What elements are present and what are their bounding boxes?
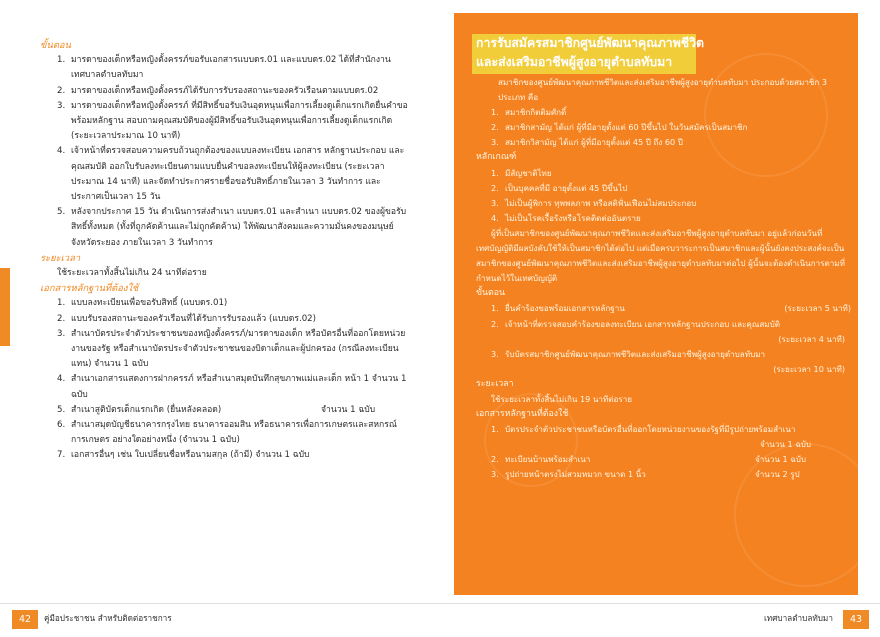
- list-item: 1. บัตรประจำตัวประชาชนหรือบัตรอื่นที่ออกโดยหน่วยงานของรัฐที่มีรูปถ่ายพร้อมสำเนา: [491, 424, 796, 435]
- list-item-qty: จำนวน 1 ฉบับ: [760, 439, 811, 450]
- footer-text: คู่มือประชาชน สำหรับติดต่อราชการ: [44, 613, 172, 623]
- orange-side-tab: [0, 268, 10, 346]
- time-text: ใช้ระยะเวลาทั้งสิ้นไม่เกิน 24 นาทีต่อราย: [57, 268, 207, 279]
- criteria-list: [476, 166, 851, 226]
- list-item: 3. ไม่เป็นผู้พิการ ทุพพลภาพ หรือสติฟั่นเฟือนไม่สมประกอบ: [491, 197, 697, 208]
- list-item: 5. หลังจากประกาศ 15 วัน ดำเนินการส่งสำเนา แบบดร.01 และสำเนา แบบดร.02 ของผู้ขอรับสิทธิ์ทั้งหมด (ทั้งที่ถูกคัดค้านและไม่ถูกคัดค้าน) ให้พัฒนาสังคมและความมั่นคงของมนุษย์จังหวัดระยอง ภายในเวลา 3 วันทำการ: [57, 207, 407, 248]
- list-item: 3. สำเนาบัตรประจำตัวประชาชนของหญิงตั้งครรภ์/มารดาของเด็ก หรือบัตรอื่นที่ออกโดยหน่วยงานของรัฐ หรือสำเนาบัตรประจำตัวประชาชนของบิดาเด็กและผู้ปกครอง (กรณีลงทะเบียนแทน) จำนวน 1 ฉบับ: [57, 328, 406, 370]
- list-item: 4. สำเนาเอกสารแสดงการฝากครรภ์ หรือสำเนาสมุดบันทึกสุขภาพแม่และเด็ก หน้า 1 จำนวน 1 ฉบับ: [57, 374, 407, 400]
- list-item: 2. สมาชิกสามัญ ได้แก่ ผู้ที่มีอายุตั้งแต่ 60 ปีขึ้นไป ในวันสมัครเป็นสมาชิก: [491, 122, 748, 133]
- list-item-time: (ระยะเวลา 4 นาที): [778, 333, 845, 344]
- steps-list: [476, 301, 851, 376]
- list-item: 2. เจ้าหน้าที่ตรวจสอบคำร้องขอลงทะเบียน เอกสารหลักฐานประกอบ และคุณสมบัติ: [491, 318, 781, 329]
- time-text: ใช้ระยะเวลาทั้งสิ้นไม่เกิน 19 นาทีต่อราย: [491, 393, 633, 404]
- list-item: 2. แบบรับรองสถานะของครัวเรือนที่ได้รับการรับรองแล้ว (แบบดร.02): [57, 313, 316, 324]
- page-number: 43: [843, 610, 869, 629]
- list-item-time: (ระยะเวลา 10 นาที): [773, 363, 845, 374]
- list-item: 1. มีสัญชาติไทย: [491, 167, 552, 178]
- heading-steps: ขั้นตอน: [476, 288, 506, 299]
- intro-text: สมาชิกของศูนย์พัฒนาคุณภาพชีวิตและส่งเสริมอาชีพผู้สูงอายุตำบลทับมา ประกอบด้วยสมาชิก 3 ประเภท คือ: [498, 77, 827, 103]
- docs-list: [476, 422, 851, 482]
- heading-steps: ขั้นตอน: [40, 40, 71, 51]
- footer-text: เทศบาลตำบลทับมา: [764, 613, 833, 623]
- heading-time: ระยะเวลา: [40, 252, 81, 264]
- heading-criteria: หลักเกณฑ์: [476, 152, 517, 163]
- heading-docs: เอกสารหลักฐานที่ต้องใช้: [40, 283, 139, 295]
- footer-divider: [440, 603, 880, 604]
- orange-panel: [454, 13, 858, 595]
- list-item: 1. มารดาของเด็กหรือหญิงตั้งครรภ์ขอรับเอกสารแบบดร.01 และแบบดร.02 ได้ที่สำนักงานเทศบาลตำบลทับมา: [57, 55, 391, 81]
- list-item: 3. มารดาของเด็กหรือหญิงตั้งครรภ์ ที่มีสิทธิ์ขอรับเงินอุดหนุนเพื่อการเลี้ยงดูเด็กแรกเกิดยื่นคำขอพร้อมหลักฐาน สอบถามคุณสมบัติของผู้มีสิทธิ์ขอรับเงินอุดหนุนเพื่อการเลี้ยงดูเด็กแรกเกิด (ระยะเวลาประมาณ 10 นาที): [57, 100, 408, 142]
- heading-time: ระยะเวลา: [476, 378, 514, 389]
- right-content: [476, 75, 851, 483]
- member-types-list: [476, 105, 851, 150]
- list-item: 2. มารดาของเด็กหรือหญิงตั้งครรภ์ได้รับการรับรองสถานะของครัวเรือนตามแบบดร.02: [57, 85, 379, 96]
- list-item: 6. สำเนาสมุดบัญชีธนาคารกรุงไทย ธนาคารออมสิน หรือธนาคารเพื่อการเกษตรและสหกรณ์การเกษตร อย่างใดอย่างหนึ่ง (จำนวน 1 ฉบับ): [57, 420, 397, 446]
- footer-divider: [0, 603, 440, 604]
- list-item: 4. ไม่เป็นโรคเรื้อรังหรือโรคติดต่ออันตราย: [491, 212, 641, 223]
- list-item: 4. เจ้าหน้าที่ตรวจสอบความครบถ้วนถูกต้องของแบบลงทะเบียน เอกสาร หลักฐานประกอบ และคุณสมบัติ ออกใบรับลงทะเบียนตามแบบยื่นคำขอลงทะเบียนให้ผู้ลงทะเบียน (ระยะเวลาประมาณ 14 นาที) และจัดทำประกาศรายชื่อขอรับสิทธิ์ภายในเวลา 3 วันทำการ และประกาศเป็นเวลา 15 วัน: [57, 146, 405, 203]
- list-item: 1. ยื่นคำร้องขอพร้อมเอกสารหลักฐาน (ระยะเวลา 5 นาที): [491, 303, 851, 314]
- page-number: 42: [12, 610, 38, 629]
- docs-list: [40, 296, 410, 463]
- steps-list: [40, 53, 410, 251]
- list-item: 3. รูปถ่ายหน้าตรงไม่สวมหมวก ขนาด 1 นิ้ว จำนวน 2 รูป: [491, 469, 800, 480]
- list-item: 7. เอกสารอื่นๆ เช่น ใบเปลี่ยนชื่อหรือนามสกุล (ถ้ามี) จำนวน 1 ฉบับ: [57, 450, 310, 461]
- list-item: 2. ทะเบียนบ้านพร้อมสำเนา จำนวน 1 ฉบับ: [491, 454, 806, 465]
- list-item: 3. สมาชิกวิสามัญ ได้แก่ ผู้ที่มีอายุตั้งแต่ 45 ปี ถึง 60 ปี: [491, 137, 683, 148]
- list-item: 5. สำเนาสูติบัตรเด็กแรกเกิด (ยื่นหลังคลอด) จำนวน 1 ฉบับ: [57, 404, 376, 415]
- list-item: 1. แบบลงทะเบียนเพื่อขอรับสิทธิ์ (แบบดร.01): [57, 298, 228, 309]
- list-item: 2. เป็นบุคคลที่มี อายุตั้งแต่ 45 ปีขึ้นไป: [491, 182, 628, 193]
- list-item: 3. รับบัตรสมาชิกศูนย์พัฒนาคุณภาพชีวิตและส่งเสริมอาชีพผู้สูงอายุตำบลทับมา: [491, 348, 766, 359]
- left-content: [40, 38, 410, 464]
- criteria-note: ผู้ที่เป็นสมาชิกของศูนย์พัฒนาคุณภาพชีวิตและส่งเสริมอาชีพผู้สูงอายุตำบลทับมา อยู่แล้วก่อนวันที่เทศบัญญัติมีผลบังคับใช้ให้เป็นสมาชิกได้ต่อไป แต่เมื่อครบวาระการเป็นสมาชิกและผู้นั้นยังคงประสงค์จะเป็นสมาชิกของศูนย์พัฒนาคุณภาพชีวิตและส่งเสริมอาชีพผู้สูงอายุตำบลทับมาต่อไป ผู้นั้นจะต้องดำเนินการตามที่กำหนดไว้ในเทศบัญญัติ: [476, 227, 845, 284]
- list-item: 1. สมาชิกกิตติมศักดิ์: [491, 107, 567, 118]
- heading-docs: เอกสารหลักฐานที่ต้องใช้: [476, 409, 569, 420]
- panel-title: การรับสมัครสมาชิกศูนย์พัฒนาคุณภาพชีวิต และส่งเสริมอาชีพผู้สูงอายุตำบลทับมา: [476, 36, 705, 69]
